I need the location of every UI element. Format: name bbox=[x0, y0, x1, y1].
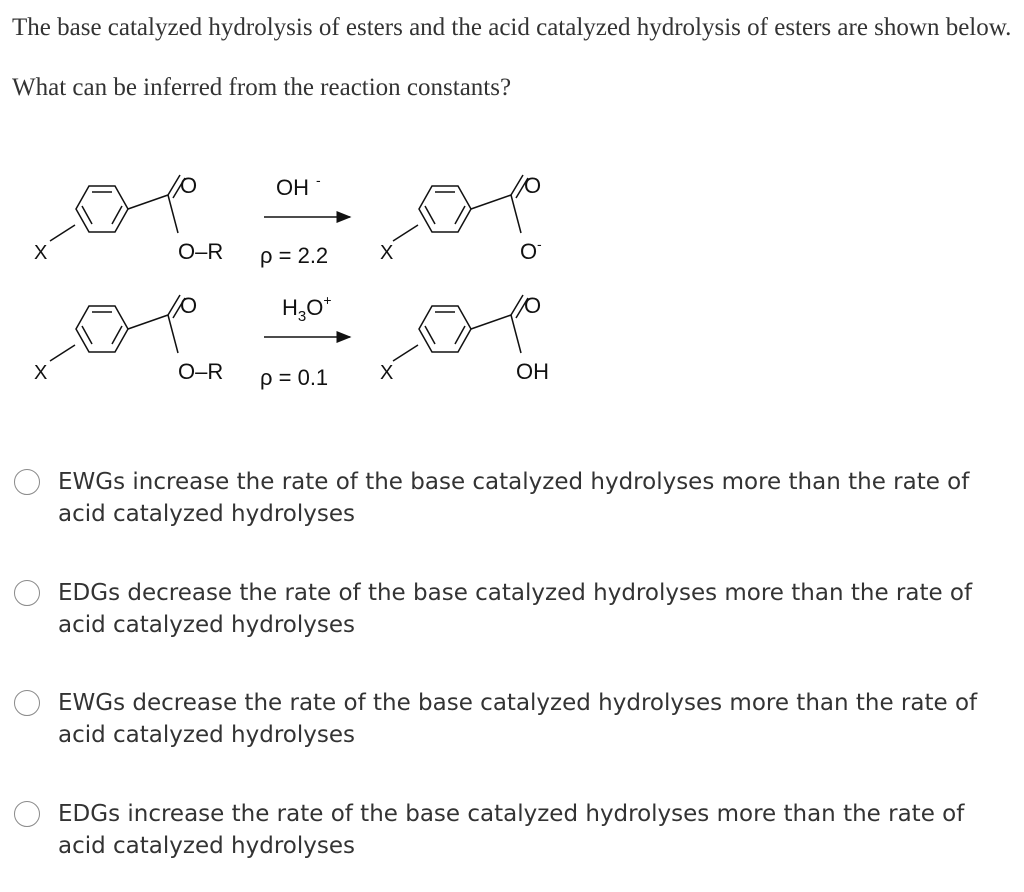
atom-o: O bbox=[180, 293, 198, 318]
ester-acid-structure bbox=[34, 293, 223, 384]
answer-option-label: EDGs decrease the rate of the base catalyzed hydrolyses more than the rate of acid catalyzed hydrolyses bbox=[58, 580, 973, 638]
answer-option[interactable] bbox=[14, 798, 1004, 862]
reagent-hydroxide: OH bbox=[276, 175, 309, 200]
atom-o: O bbox=[524, 173, 542, 198]
ester-base-structure bbox=[34, 173, 223, 264]
radio-button[interactable] bbox=[14, 469, 40, 495]
radio-button[interactable] bbox=[14, 580, 40, 606]
reagent-hydroxide-charge: - bbox=[316, 172, 321, 188]
atom-o-minus: O bbox=[520, 239, 538, 264]
acid-conditions bbox=[260, 292, 350, 390]
atom-x: X bbox=[380, 362, 394, 384]
atom-x: X bbox=[380, 242, 394, 264]
atom-o-r: O–R bbox=[178, 239, 224, 264]
radio-button[interactable] bbox=[14, 801, 40, 827]
question-text bbox=[12, 12, 1012, 104]
radio-button[interactable] bbox=[14, 690, 40, 716]
reagent-hydronium: $H_3O^+$ bbox=[282, 292, 332, 325]
rho-base: ρ = 2.2 bbox=[260, 243, 329, 268]
benzene-ring bbox=[76, 186, 128, 232]
answer-option[interactable] bbox=[14, 687, 1004, 751]
carboxylate-structure bbox=[380, 173, 542, 264]
answer-option[interactable] bbox=[14, 577, 1004, 641]
atom-o: O bbox=[524, 293, 542, 318]
benzene-ring bbox=[419, 306, 471, 352]
question-intro: The base catalyzed hydrolysis of esters and the acid catalyzed hydrolysis of esters are shown below. bbox=[12, 14, 1012, 41]
question-prompt: What can be inferred from the reaction constants? bbox=[12, 74, 512, 101]
atom-x: X bbox=[34, 242, 48, 264]
atom-o-r: O–R bbox=[178, 359, 224, 384]
charge-minus: - bbox=[537, 236, 542, 252]
benzene-ring bbox=[76, 306, 128, 352]
rho-acid: ρ = 0.1 bbox=[260, 365, 329, 390]
atom-oh: OH bbox=[516, 359, 549, 384]
answer-option-label: EWGs decrease the rate of the base catalyzed hydrolyses more than the rate of acid catalyzed hydrolyses bbox=[58, 690, 978, 748]
atom-o: O bbox=[180, 173, 198, 198]
answer-option[interactable] bbox=[14, 466, 1004, 530]
answer-option-label: EWGs increase the rate of the base catalyzed hydrolyses more than the rate of acid catalyzed hydrolyses bbox=[58, 469, 970, 527]
carboxylic-acid-structure bbox=[380, 293, 549, 384]
base-conditions bbox=[260, 172, 350, 268]
reaction-scheme bbox=[20, 165, 580, 395]
benzene-ring bbox=[419, 186, 471, 232]
atom-x: X bbox=[34, 362, 48, 384]
answer-option-label: EDGs increase the rate of the base catalyzed hydrolyses more than the rate of acid catalyzed hydrolyses bbox=[58, 801, 965, 859]
